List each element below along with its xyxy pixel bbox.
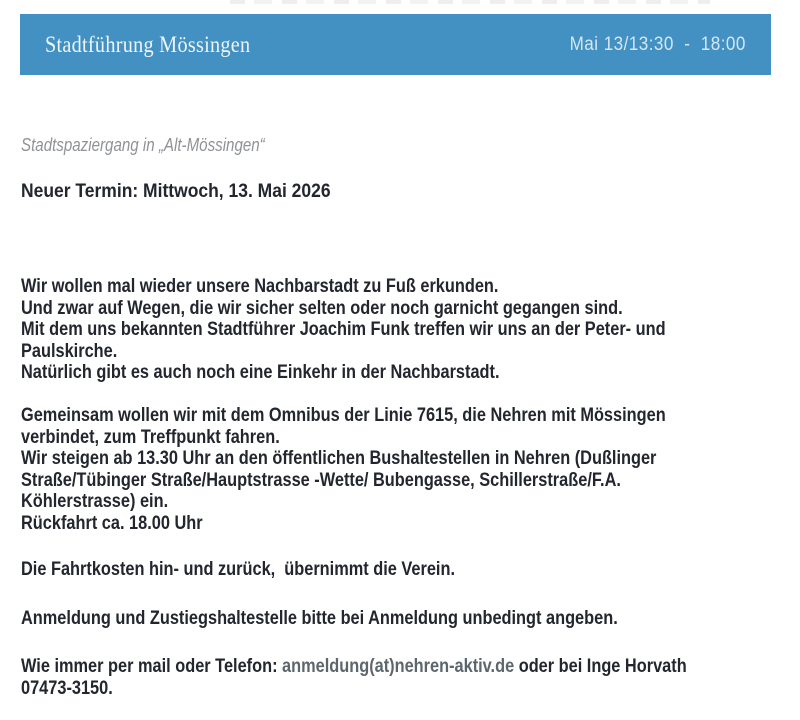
new-date-heading: Neuer Termin: Mittwoch, 13. Mai 2026 [21, 181, 331, 202]
text-line: Köhlerstrasse) ein. [21, 491, 169, 512]
contact-prefix: Wie immer per mail oder Telefon: [21, 656, 283, 677]
text-line: Und zwar auf Wegen, die wir sicher selten oder noch garnicht gegangen sind. [21, 297, 623, 319]
text-line: verbindet, zum Treffpunkt fahren. [21, 426, 280, 448]
paragraph-registration [21, 608, 795, 630]
contact-phone: 07473-3150. [21, 677, 113, 699]
event-datetime: Mai 13/13:30 - 18:00 [569, 33, 746, 55]
paragraph-bus-details [21, 405, 795, 534]
contact-line [21, 656, 795, 678]
text-line: Straße/Tübinger Straße/Hauptstrasse -Wette/ Bubengasse, Schillerstraße/F.A. [21, 469, 621, 491]
contact-email: anmeldung(at)nehren-aktiv.de [282, 656, 515, 677]
text-line: Paulskirche. [21, 340, 118, 362]
text-line: Mit dem uns bekannten Stadtführer Joachim Funk treffen wir uns an der Peter- und [21, 319, 666, 340]
text-line: Natürlich gibt es auch noch eine Einkehr in der Nachbarstadt. [21, 362, 500, 383]
text-line: Anmeldung und Zustiegshaltestelle bitte bei Anmeldung unbedingt angeben. [21, 608, 618, 629]
text-line: Rückfahrt ca. 18.00 Uhr [21, 512, 203, 534]
event-title: Stadtführung Mössingen [45, 31, 251, 57]
contact-suffix: oder bei Inge Horvath [514, 656, 687, 677]
paragraph-intro [21, 276, 795, 384]
paragraph-contact [21, 656, 795, 699]
text-line: Wir steigen ab 13.30 Uhr an den öffentlichen Bushaltestellen in Nehren (Dußlinger [21, 448, 657, 469]
event-subtitle: Stadtspaziergang in „Alt-Mössingen“ [21, 135, 265, 155]
paragraph-costs [21, 559, 795, 581]
text-line: Die Fahrtkosten hin- und zurück, übernimmt die Verein. [21, 559, 455, 580]
text-line: Gemeinsam wollen wir mit dem Omnibus der Linie 7615, die Nehren mit Mössingen [21, 405, 666, 426]
text-line: Wir wollen mal wieder unsere Nachbarstadt zu Fuß erkunden. [21, 276, 499, 297]
